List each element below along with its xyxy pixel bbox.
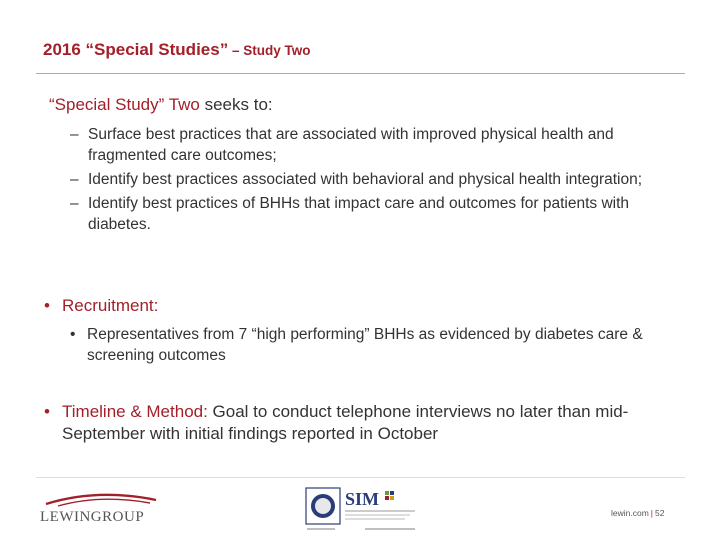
site-link[interactable]: lewin.com	[611, 508, 649, 518]
timeline-bullet	[44, 401, 682, 445]
recruitment-detail	[70, 324, 667, 366]
goal-text: Identify best practices associated with behavioral and physical health integration;	[88, 171, 643, 188]
recruitment-detail-text: Representatives from 7 “high performing” BHHs as evidenced by diabetes care & screening outcomes	[87, 326, 643, 364]
goal-text: Surface best practices that are associated with improved physical health and fragmented care outcomes;	[88, 126, 614, 164]
footer-divider	[36, 477, 685, 478]
timeline-text: Goal to conduct telephone interviews no later than mid-September with initial findings reported in October	[62, 402, 629, 443]
page-number: 52	[655, 508, 665, 518]
sim-logo	[305, 487, 425, 533]
slide-title-main: 2016 “Special Studies”	[43, 40, 229, 59]
recruitment-label: Recruitment:	[62, 296, 159, 315]
footer-page	[611, 508, 664, 518]
slide-title-sub: – Study Two	[228, 43, 311, 58]
goal-text: Identify best practices of BHHs that impact care and outcomes for patients with diabetes.	[88, 195, 630, 233]
list-item	[70, 169, 680, 190]
dash-marker: –	[70, 126, 79, 143]
dash-marker: –	[70, 171, 79, 188]
dash-marker: –	[70, 195, 79, 212]
bullet-marker: •	[70, 326, 76, 343]
intro-highlight: “Special Study” Two	[49, 95, 200, 114]
list-item	[70, 193, 680, 235]
svg-text:LEWINGROUP: LEWINGROUP	[40, 509, 145, 525]
goals-list	[70, 124, 680, 238]
slide-title	[43, 40, 310, 60]
intro-line	[49, 95, 273, 115]
lewin-group-logo	[38, 490, 168, 526]
bullet-marker: •	[44, 402, 50, 421]
title-divider	[36, 73, 685, 74]
intro-text: seeks to:	[199, 95, 273, 114]
separator: |	[650, 508, 654, 518]
list-item	[70, 124, 680, 166]
bullet-marker: •	[44, 296, 50, 315]
recruitment-bullet	[44, 295, 682, 317]
svg-text:SIM: SIM	[345, 489, 380, 509]
timeline-label: Timeline & Method:	[62, 402, 208, 421]
